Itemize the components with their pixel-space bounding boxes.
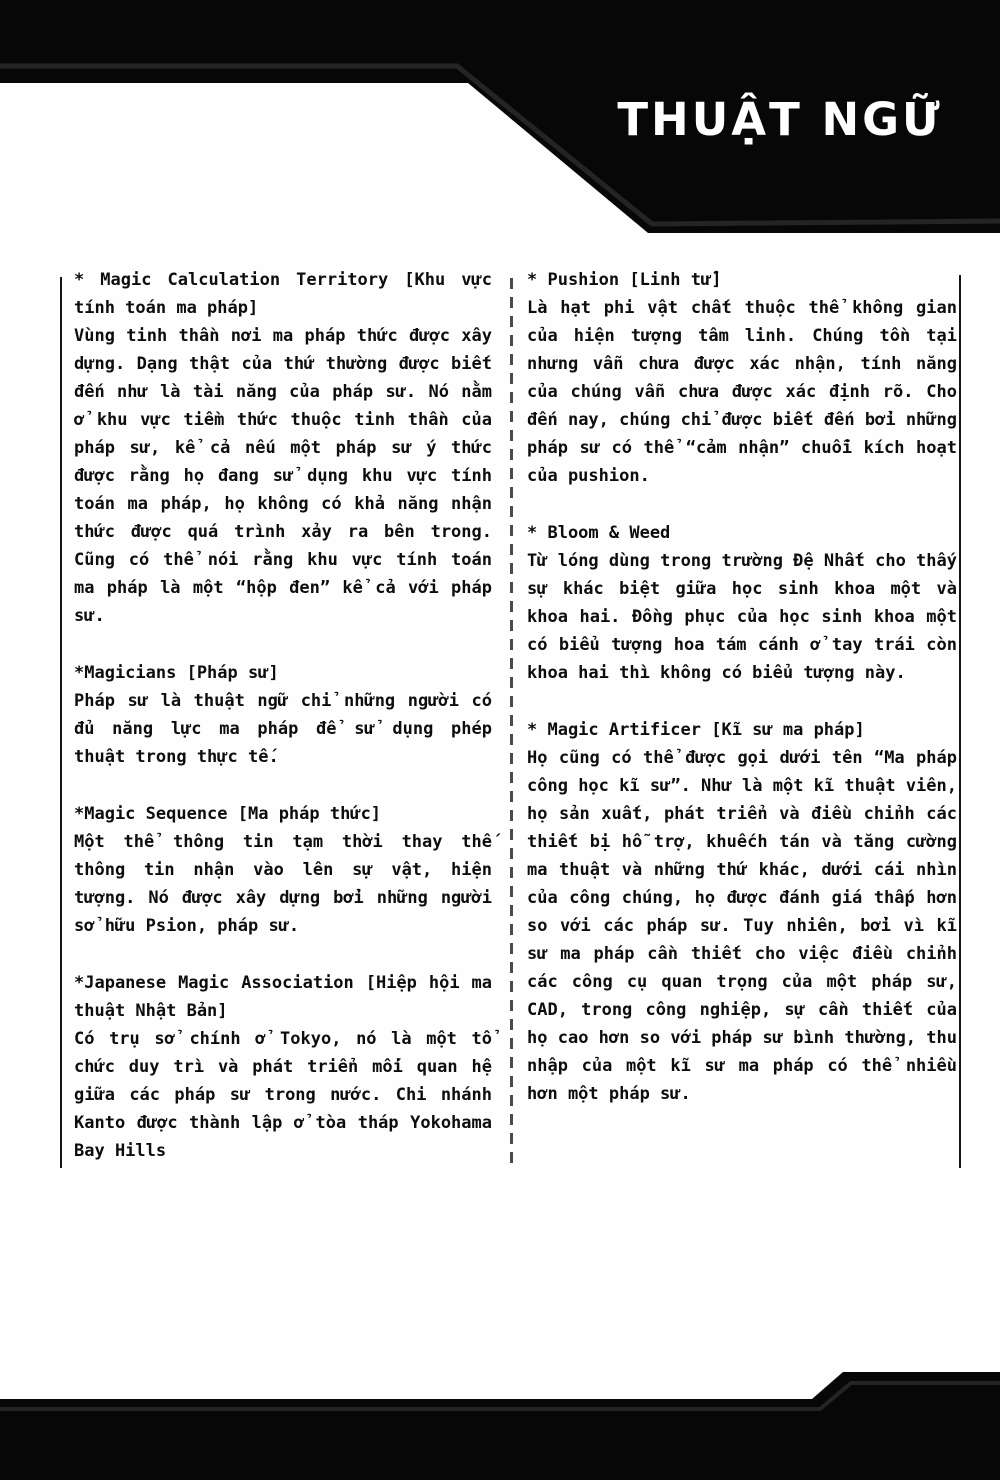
glossary-definition: Vùng tinh thần nơi ma pháp thức được xây dựng. Dạng thật của thứ thường được biết đến như là tài năng của pháp sư. Nó nằm ở khu vực tiềm thức thuộc tinh thần của pháp sư, kể cả nếu một pháp sư ý thức được rằng họ đang sử dụng khu vực tính toán ma pháp, họ không có khả năng nhận thức được quá trình xảy ra bên trong. Cũng có thể nói rằng khu vực tính toán ma pháp là một “hộp đen” kể cả với pháp sư.	[74, 326, 492, 626]
glossary-entry	[527, 519, 957, 687]
glossary-right-column	[527, 266, 957, 1137]
glossary-entry	[527, 716, 957, 1108]
glossary-entry	[74, 266, 492, 630]
footer-banner	[0, 1360, 1000, 1480]
glossary-definition: Có trụ sở chính ở Tokyo, nó là một tổ chức duy trì và phát triển mối quan hệ giữa các pháp sư trong nước. Chi nhánh Kanto được thành lập ở tòa tháp Yokohama Bay Hills	[74, 1029, 492, 1161]
glossary-definition: Họ cũng có thể được gọi dưới tên “Ma pháp công học kĩ sư”. Như là một kĩ thuật viên, họ sản xuất, phát triển và điều chỉnh các thiết bị hỗ trợ, khuếch tán và tăng cường ma thuật và những thứ khác, dưới cái nhìn của công chúng, họ được đánh giá thấp hơn so với các pháp sư. Tuy nhiên, bởi vì kĩ sư ma pháp cần thiết cho việc điều chỉnh các công cụ quan trọng của một pháp sư, CAD, trong công nghiệp, sự cần thiết của họ cao hơn so với pháp sư bình thường, thu nhập của một kĩ sư ma pháp có thể nhiều hơn một pháp sư.	[527, 748, 957, 1104]
glossary-entry	[74, 969, 492, 1165]
right-column-border	[959, 275, 961, 1168]
glossary-term: *Japanese Magic Association [Hiệp hội ma thuật Nhật Bản]	[74, 973, 492, 1021]
glossary-term: * Magic Calculation Territory [Khu vực tính toán ma pháp]	[74, 270, 492, 318]
glossary-term: * Bloom & Weed	[527, 523, 671, 543]
footer-banner-shape	[0, 1372, 1000, 1480]
glossary-definition: Là hạt phi vật chất thuộc thể không gian của hiện tượng tâm linh. Chúng tồn tại nhưng vẫn chưa được xác nhận, tính năng của chúng vẫn chưa được xác định rõ. Cho đến nay, chúng chỉ được biết đến bởi những pháp sư có thể “cảm nhận” chuỗi kích hoạt của pushion.	[527, 298, 957, 486]
page-title: THUẬT NGỮ	[617, 93, 943, 146]
glossary-definition: Từ lóng dùng trong trường Đệ Nhất cho thấy sự khác biệt giữa học sinh khoa một và khoa hai. Đồng phục của học sinh khoa một có biểu tượng hoa tám cánh ở tay trái còn khoa hai thì không có biểu tượng này.	[527, 551, 957, 683]
glossary-entry	[527, 266, 957, 490]
glossary-definition: Pháp sư là thuật ngữ chỉ những người có đủ năng lực ma pháp để sử dụng phép thuật trong thực tế.	[74, 691, 492, 767]
column-divider	[510, 278, 513, 1166]
glossary-entry	[74, 800, 492, 940]
glossary-term: *Magicians [Pháp sư]	[74, 663, 279, 683]
glossary-term: * Magic Artificer [Kĩ sư ma pháp]	[527, 720, 865, 740]
glossary-entry	[74, 659, 492, 771]
glossary-term: * Pushion [Linh tử]	[527, 270, 722, 290]
glossary-term: *Magic Sequence [Ma pháp thức]	[74, 804, 382, 824]
left-column-border	[60, 277, 62, 1168]
glossary-left-column	[74, 266, 492, 1194]
glossary-definition: Một thể thông tin tạm thời thay thế thông tin nhận vào lên sự vật, hiện tượng. Nó được xây dựng bởi những người sở hữu Psion, pháp sư.	[74, 832, 492, 936]
